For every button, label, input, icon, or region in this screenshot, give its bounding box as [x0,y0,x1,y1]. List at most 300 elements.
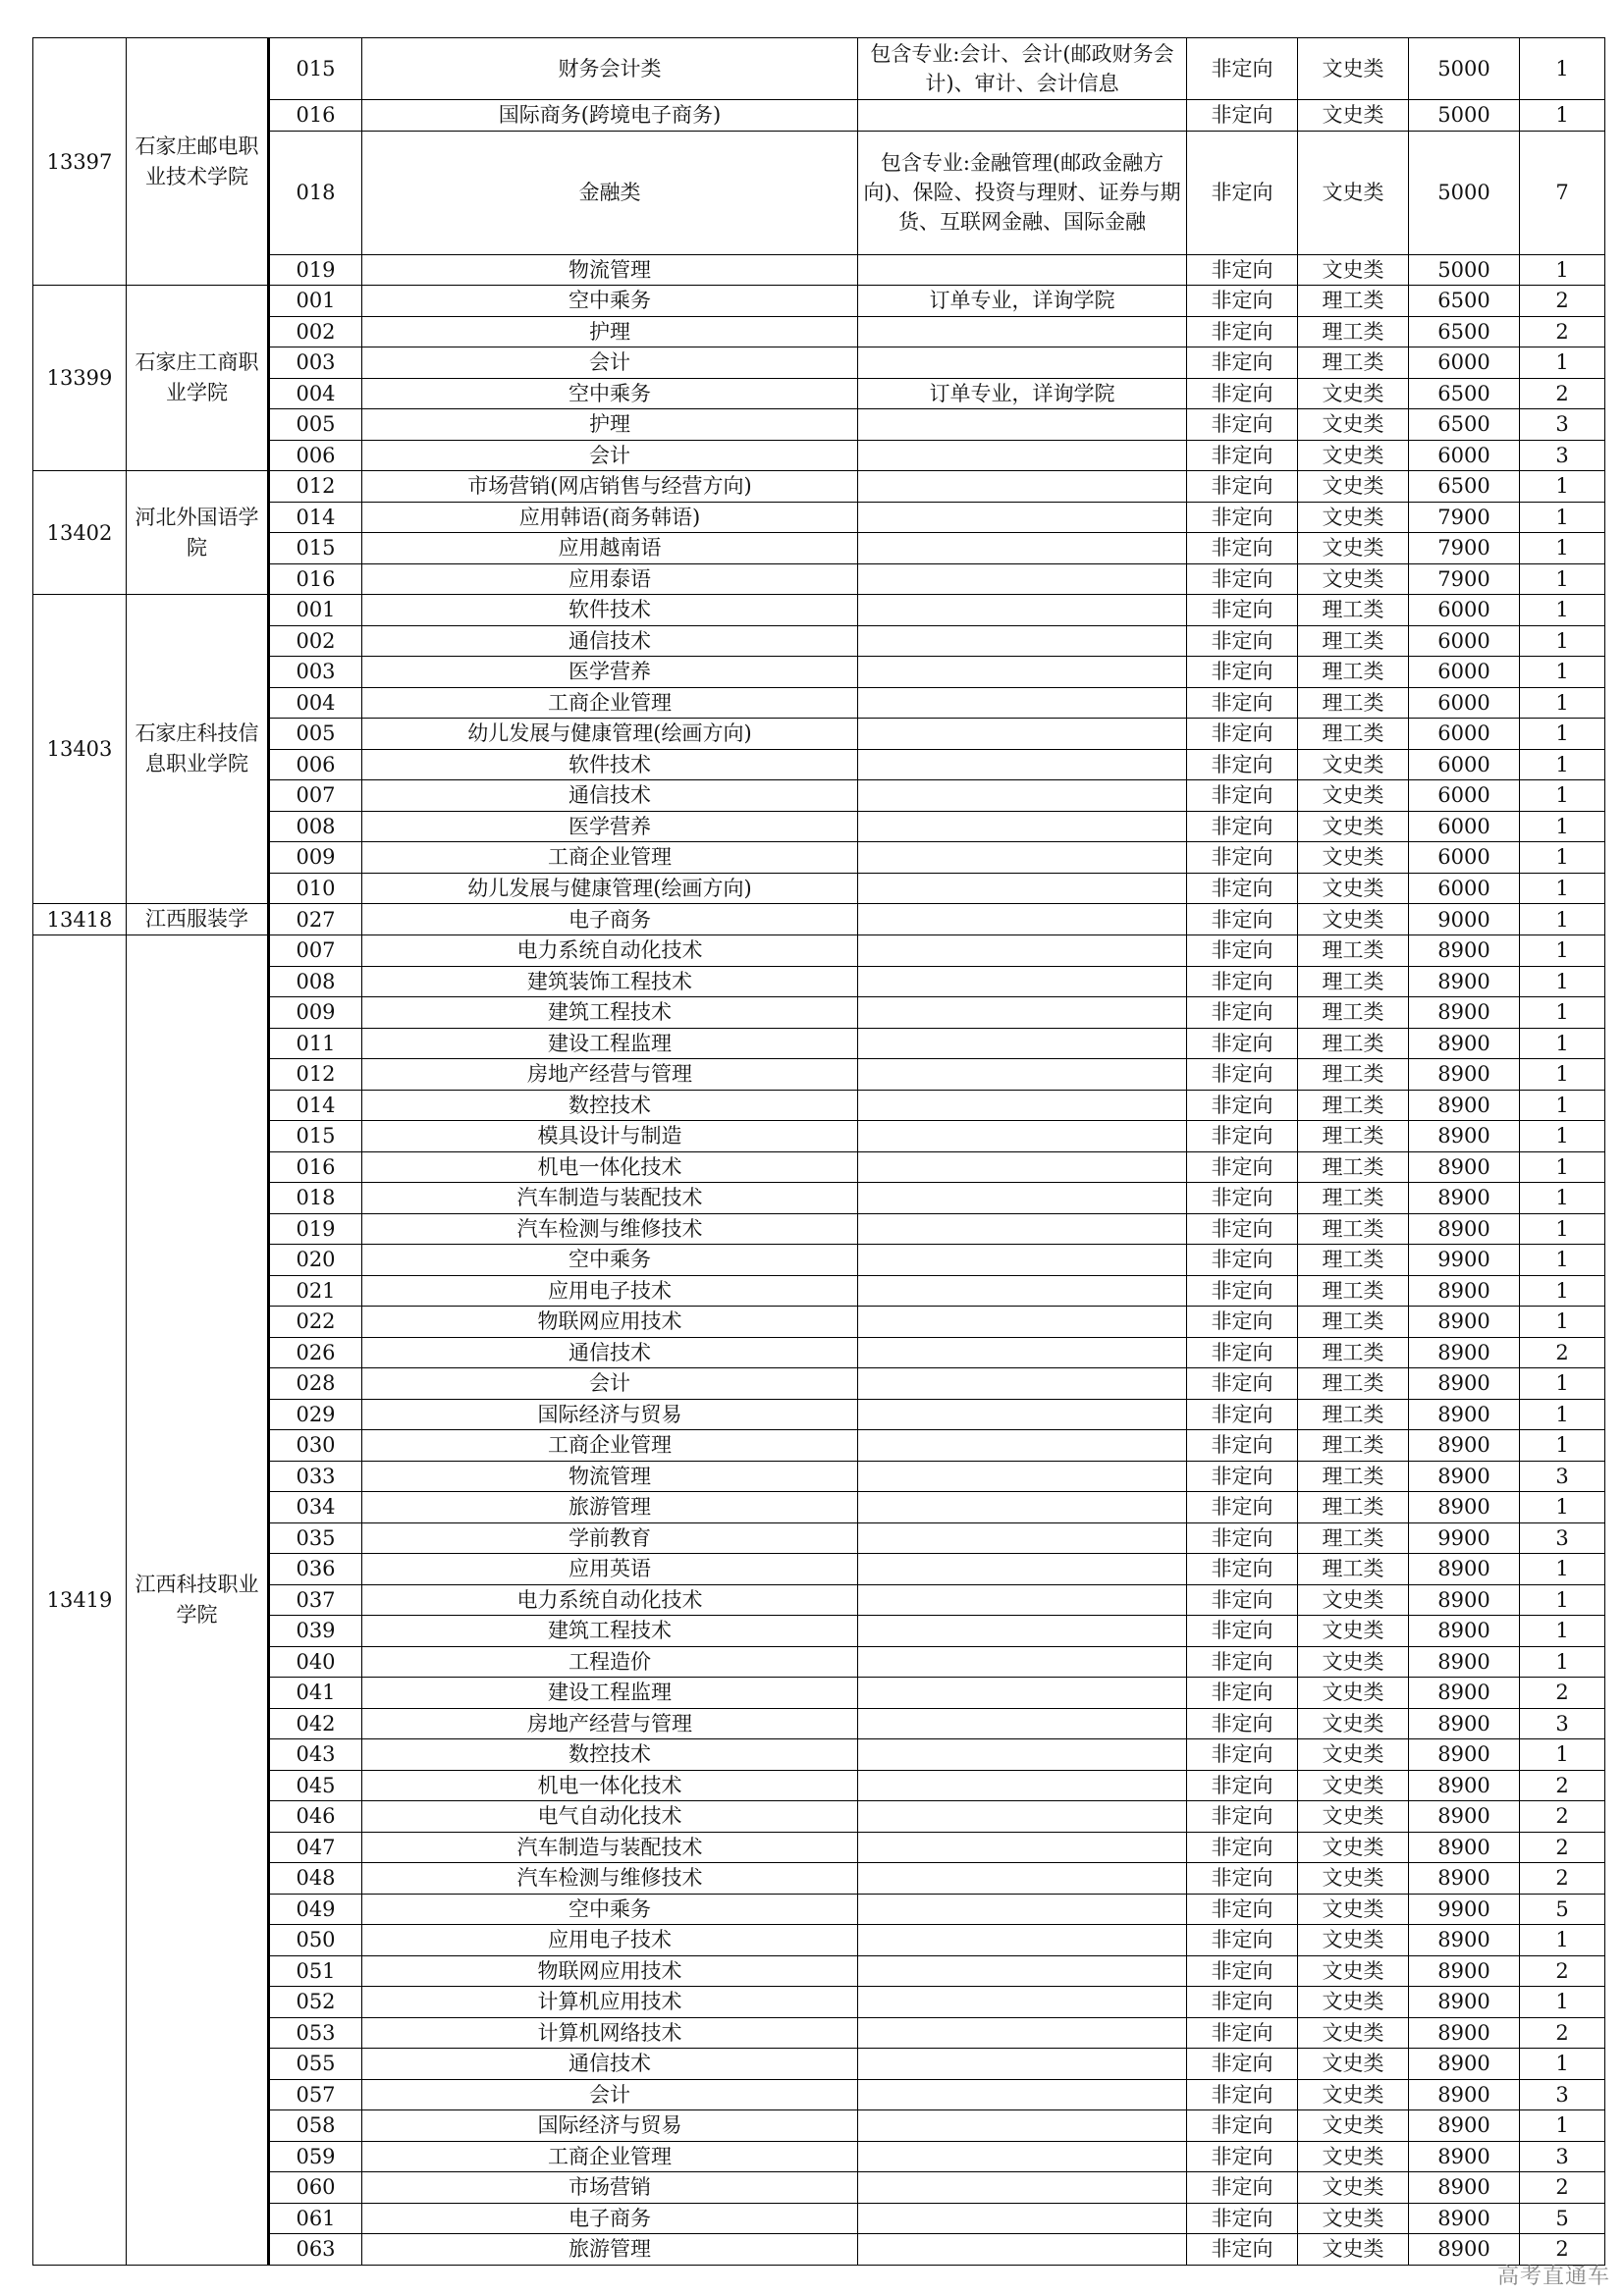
institution-name: 江西科技职业学院 [127,935,269,2266]
enroll-type: 非定向 [1187,1213,1298,1245]
tuition-fee: 8900 [1409,1121,1520,1152]
major-note: 包含专业:会计、会计(邮政财务会计)、审计、会计信息 [858,38,1187,100]
major-note [858,966,1187,997]
plan-count: 1 [1520,1028,1605,1059]
major-name: 幼儿发展与健康管理(绘画方向) [362,719,858,750]
enroll-type: 非定向 [1187,440,1298,471]
major-code: 051 [269,1955,362,1987]
tuition-fee: 6000 [1409,347,1520,379]
subject-category: 理工类 [1298,1307,1409,1338]
watermark: 高考直通车 [1496,2265,1610,2289]
major-code: 019 [269,1213,362,1245]
tuition-fee: 6000 [1409,873,1520,904]
major-note [858,749,1187,780]
enroll-type: 非定向 [1187,1801,1298,1833]
plan-count: 2 [1520,1770,1605,1801]
major-name: 物联网应用技术 [362,1955,858,1987]
enroll-type: 非定向 [1187,316,1298,347]
subject-category: 文史类 [1298,1863,1409,1895]
major-code: 016 [269,100,362,132]
tuition-fee: 7900 [1409,533,1520,564]
major-note [858,2172,1187,2204]
major-name: 会计 [362,1368,858,1400]
table-row [33,1492,1605,1523]
enroll-type: 非定向 [1187,286,1298,317]
major-note [858,1770,1187,1801]
major-code: 008 [269,811,362,842]
major-note [858,625,1187,657]
enroll-type: 非定向 [1187,2110,1298,2142]
subject-category: 理工类 [1298,316,1409,347]
major-code: 052 [269,1987,362,2018]
major-note [858,1863,1187,1895]
tuition-fee: 8900 [1409,1678,1520,1709]
tuition-fee: 8900 [1409,1430,1520,1462]
tuition-fee: 8900 [1409,2110,1520,2142]
major-code: 007 [269,935,362,967]
table-row [33,1616,1605,1647]
major-note [858,1832,1187,1863]
major-note [858,502,1187,533]
plan-count: 2 [1520,1678,1605,1709]
table-row [33,2049,1605,2080]
major-name: 工商企业管理 [362,687,858,719]
major-note [858,1678,1187,1709]
tuition-fee: 8900 [1409,1337,1520,1368]
subject-category: 文史类 [1298,2049,1409,2080]
institution-name: 石家庄科技信息职业学院 [127,595,269,904]
plan-count: 2 [1520,1863,1605,1895]
major-note [858,997,1187,1029]
major-name: 应用电子技术 [362,1275,858,1307]
major-code: 048 [269,1863,362,1895]
plan-count: 1 [1520,502,1605,533]
major-name: 模具设计与制造 [362,1121,858,1152]
enroll-type: 非定向 [1187,1584,1298,1616]
enroll-type: 非定向 [1187,842,1298,874]
major-code: 035 [269,1522,362,1554]
major-note [858,811,1187,842]
plan-count: 7 [1520,131,1605,254]
major-code: 005 [269,409,362,441]
major-code: 033 [269,1461,362,1492]
subject-category: 理工类 [1298,1245,1409,1276]
table-row [33,811,1605,842]
major-code: 028 [269,1368,362,1400]
enroll-type: 非定向 [1187,1987,1298,2018]
plan-count: 1 [1520,904,1605,935]
major-note [858,1492,1187,1523]
major-name: 汽车制造与装配技术 [362,1832,858,1863]
subject-category: 理工类 [1298,625,1409,657]
major-note [858,1739,1187,1771]
subject-category: 文史类 [1298,1832,1409,1863]
major-code: 004 [269,378,362,409]
tuition-fee: 5000 [1409,38,1520,100]
plan-count: 1 [1520,1275,1605,1307]
plan-count: 2 [1520,2017,1605,2049]
subject-category: 文史类 [1298,1925,1409,1956]
table-row [33,1430,1605,1462]
subject-category: 文史类 [1298,749,1409,780]
enroll-type: 非定向 [1187,1151,1298,1183]
table-row [33,1245,1605,1276]
enroll-type: 非定向 [1187,1925,1298,1956]
tuition-fee: 8900 [1409,2017,1520,2049]
tuition-fee: 8900 [1409,935,1520,967]
subject-category: 理工类 [1298,286,1409,317]
major-note [858,1245,1187,1276]
major-name: 房地产经营与管理 [362,1708,858,1739]
institution-code: 13397 [33,38,127,286]
subject-category: 文史类 [1298,1894,1409,1925]
major-note [858,1151,1187,1183]
major-code: 036 [269,1554,362,1585]
enroll-type: 非定向 [1187,2141,1298,2172]
major-note [858,563,1187,595]
major-code: 057 [269,2079,362,2110]
table-row [33,904,1605,935]
major-name: 旅游管理 [362,1492,858,1523]
major-note [858,1337,1187,1368]
major-code: 029 [269,1399,362,1430]
tuition-fee: 9000 [1409,904,1520,935]
plan-count: 1 [1520,1554,1605,1585]
subject-category: 文史类 [1298,2079,1409,2110]
major-code: 002 [269,316,362,347]
tuition-fee: 8900 [1409,1399,1520,1430]
plan-count: 5 [1520,2203,1605,2234]
major-note [858,595,1187,626]
major-code: 021 [269,1275,362,1307]
table-row [33,1678,1605,1709]
enroll-type: 非定向 [1187,100,1298,132]
table-row [33,440,1605,471]
major-code: 041 [269,1678,362,1709]
subject-category: 理工类 [1298,1151,1409,1183]
tuition-fee: 9900 [1409,1894,1520,1925]
enroll-type: 非定向 [1187,2017,1298,2049]
enroll-type: 非定向 [1187,1090,1298,1121]
tuition-fee: 8900 [1409,1028,1520,1059]
plan-count: 2 [1520,1337,1605,1368]
major-code: 016 [269,1151,362,1183]
table-row [33,1894,1605,1925]
major-code: 015 [269,38,362,100]
tuition-fee: 8900 [1409,1368,1520,1400]
major-code: 050 [269,1925,362,1956]
plan-count: 1 [1520,471,1605,503]
major-note [858,1801,1187,1833]
enroll-type: 非定向 [1187,1183,1298,1214]
tuition-fee: 8900 [1409,1090,1520,1121]
major-note [858,873,1187,904]
major-name: 电气自动化技术 [362,1801,858,1833]
tuition-fee: 5000 [1409,131,1520,254]
major-name: 通信技术 [362,1337,858,1368]
major-name: 空中乘务 [362,1245,858,1276]
major-name: 机电一体化技术 [362,1770,858,1801]
major-note [858,1646,1187,1678]
plan-count: 2 [1520,1801,1605,1833]
enroll-type: 非定向 [1187,595,1298,626]
major-note [858,1368,1187,1400]
tuition-fee: 6500 [1409,378,1520,409]
table-row [33,1522,1605,1554]
plan-count: 1 [1520,873,1605,904]
tuition-fee: 6000 [1409,811,1520,842]
enroll-type: 非定向 [1187,873,1298,904]
major-name: 汽车检测与维修技术 [362,1213,858,1245]
table-row [33,533,1605,564]
plan-count: 2 [1520,1832,1605,1863]
tuition-fee: 5000 [1409,100,1520,132]
major-name: 工商企业管理 [362,1430,858,1462]
table-row [33,1090,1605,1121]
enroll-type: 非定向 [1187,1399,1298,1430]
institution-name: 河北外国语学院 [127,471,269,595]
plan-count: 1 [1520,1584,1605,1616]
institution-code: 13403 [33,595,127,904]
tuition-fee: 8900 [1409,1151,1520,1183]
table-row [33,1739,1605,1771]
major-code: 012 [269,471,362,503]
subject-category: 文史类 [1298,533,1409,564]
major-code: 003 [269,347,362,379]
major-name: 计算机网络技术 [362,2017,858,2049]
table-row [33,38,1605,100]
enroll-type: 非定向 [1187,1492,1298,1523]
major-note [858,2017,1187,2049]
major-note [858,2049,1187,2080]
enrollment-plan-table [32,37,1605,2266]
table-row [33,1028,1605,1059]
major-name: 房地产经营与管理 [362,1059,858,1091]
major-code: 034 [269,1492,362,1523]
enroll-type: 非定向 [1187,2203,1298,2234]
institution-code: 13399 [33,286,127,471]
subject-category: 理工类 [1298,966,1409,997]
major-code: 042 [269,1708,362,1739]
subject-category: 文史类 [1298,780,1409,812]
table-row [33,966,1605,997]
table-row [33,131,1605,254]
subject-category: 理工类 [1298,1121,1409,1152]
enroll-type: 非定向 [1187,904,1298,935]
major-code: 049 [269,1894,362,1925]
plan-count: 1 [1520,1987,1605,2018]
plan-count: 1 [1520,719,1605,750]
major-note [858,316,1187,347]
enroll-type: 非定向 [1187,687,1298,719]
table-row [33,935,1605,967]
subject-category: 理工类 [1298,1461,1409,1492]
major-name: 电子商务 [362,2203,858,2234]
subject-category: 理工类 [1298,997,1409,1029]
subject-category: 文史类 [1298,2234,1409,2266]
major-name: 软件技术 [362,595,858,626]
plan-count: 1 [1520,1739,1605,1771]
major-code: 008 [269,966,362,997]
tuition-fee: 8900 [1409,1554,1520,1585]
enroll-type: 非定向 [1187,254,1298,286]
plan-count: 2 [1520,1955,1605,1987]
table-row [33,563,1605,595]
plan-count: 1 [1520,1183,1605,1214]
enroll-type: 非定向 [1187,1832,1298,1863]
major-code: 022 [269,1307,362,1338]
major-name: 数控技术 [362,1090,858,1121]
subject-category: 文史类 [1298,563,1409,595]
major-code: 002 [269,625,362,657]
enroll-type: 非定向 [1187,347,1298,379]
plan-count: 1 [1520,254,1605,286]
plan-count: 3 [1520,409,1605,441]
major-name: 旅游管理 [362,2234,858,2266]
table-row [33,1987,1605,2018]
tuition-fee: 8900 [1409,1739,1520,1771]
enroll-type: 非定向 [1187,1863,1298,1895]
major-name: 应用英语 [362,1554,858,1585]
plan-count: 1 [1520,2049,1605,2080]
major-name: 电子商务 [362,904,858,935]
major-name: 工商企业管理 [362,2141,858,2172]
subject-category: 文史类 [1298,873,1409,904]
major-code: 040 [269,1646,362,1678]
enroll-type: 非定向 [1187,1337,1298,1368]
plan-count: 3 [1520,440,1605,471]
major-code: 060 [269,2172,362,2204]
major-name: 国际商务(跨境电子商务) [362,100,858,132]
subject-category: 理工类 [1298,1522,1409,1554]
major-note [858,2203,1187,2234]
plan-count: 2 [1520,286,1605,317]
tuition-fee: 6000 [1409,749,1520,780]
enroll-type: 非定向 [1187,1678,1298,1709]
table-row [33,1275,1605,1307]
major-code: 018 [269,1183,362,1214]
table-row [33,1121,1605,1152]
major-note [858,1925,1187,1956]
major-note [858,687,1187,719]
tuition-fee: 8900 [1409,1801,1520,1833]
plan-count: 1 [1520,100,1605,132]
subject-category: 理工类 [1298,1554,1409,1585]
subject-category: 文史类 [1298,1678,1409,1709]
table-row [33,1059,1605,1091]
major-note [858,1183,1187,1214]
table-row [33,657,1605,688]
major-name: 建筑装饰工程技术 [362,966,858,997]
plan-count: 1 [1520,657,1605,688]
enroll-type: 非定向 [1187,1616,1298,1647]
major-note [858,842,1187,874]
enroll-type: 非定向 [1187,2234,1298,2266]
plan-count: 5 [1520,1894,1605,1925]
major-name: 计算机应用技术 [362,1987,858,2018]
enroll-type: 非定向 [1187,378,1298,409]
major-code: 009 [269,842,362,874]
subject-category: 理工类 [1298,1090,1409,1121]
table-row [33,1955,1605,1987]
table-row [33,2203,1605,2234]
enroll-type: 非定向 [1187,935,1298,967]
table-row [33,1584,1605,1616]
table-row [33,347,1605,379]
major-name: 市场营销 [362,2172,858,2204]
subject-category: 理工类 [1298,1430,1409,1462]
enroll-type: 非定向 [1187,1461,1298,1492]
table-row [33,595,1605,626]
subject-category: 理工类 [1298,1059,1409,1091]
table-row [33,471,1605,503]
subject-category: 理工类 [1298,1275,1409,1307]
major-code: 043 [269,1739,362,1771]
tuition-fee: 8900 [1409,1584,1520,1616]
major-note [858,1275,1187,1307]
tuition-fee: 7900 [1409,563,1520,595]
major-code: 012 [269,1059,362,1091]
major-note [858,2234,1187,2266]
table-row [33,2141,1605,2172]
major-note [858,2079,1187,2110]
tuition-fee: 8900 [1409,1059,1520,1091]
major-code: 059 [269,2141,362,2172]
enroll-type: 非定向 [1187,1646,1298,1678]
plan-count: 1 [1520,1925,1605,1956]
major-name: 建设工程监理 [362,1028,858,1059]
plan-count: 1 [1520,1151,1605,1183]
enroll-type: 非定向 [1187,1554,1298,1585]
major-name: 物流管理 [362,254,858,286]
major-name: 市场营销(网店销售与经营方向) [362,471,858,503]
subject-category: 文史类 [1298,38,1409,100]
major-note [858,471,1187,503]
table-row [33,625,1605,657]
subject-category: 理工类 [1298,719,1409,750]
major-name: 应用电子技术 [362,1925,858,1956]
institution-name: 石家庄邮电职业技术学院 [127,38,269,286]
major-note [858,254,1187,286]
major-name: 物联网应用技术 [362,1307,858,1338]
institution-code: 13418 [33,904,127,935]
subject-category: 文史类 [1298,131,1409,254]
major-note: 包含专业:金融管理(邮政金融方向)、保险、投资与理财、证券与期货、互联网金融、国际金融 [858,131,1187,254]
enroll-type: 非定向 [1187,1770,1298,1801]
subject-category: 文史类 [1298,811,1409,842]
major-name: 幼儿发展与健康管理(绘画方向) [362,873,858,904]
tuition-fee: 8900 [1409,1832,1520,1863]
major-code: 046 [269,1801,362,1833]
enroll-type: 非定向 [1187,1522,1298,1554]
subject-category: 文史类 [1298,1801,1409,1833]
table-row [33,1399,1605,1430]
table-row [33,1646,1605,1678]
subject-category: 文史类 [1298,2110,1409,2142]
tuition-fee: 8900 [1409,1925,1520,1956]
tuition-fee: 6000 [1409,625,1520,657]
plan-count: 1 [1520,1399,1605,1430]
subject-category: 理工类 [1298,347,1409,379]
major-code: 026 [269,1337,362,1368]
table-row [33,2172,1605,2204]
plan-count: 1 [1520,1307,1605,1338]
enroll-type: 非定向 [1187,625,1298,657]
plan-count: 2 [1520,2172,1605,2204]
enroll-type: 非定向 [1187,780,1298,812]
subject-category: 理工类 [1298,687,1409,719]
major-code: 007 [269,780,362,812]
